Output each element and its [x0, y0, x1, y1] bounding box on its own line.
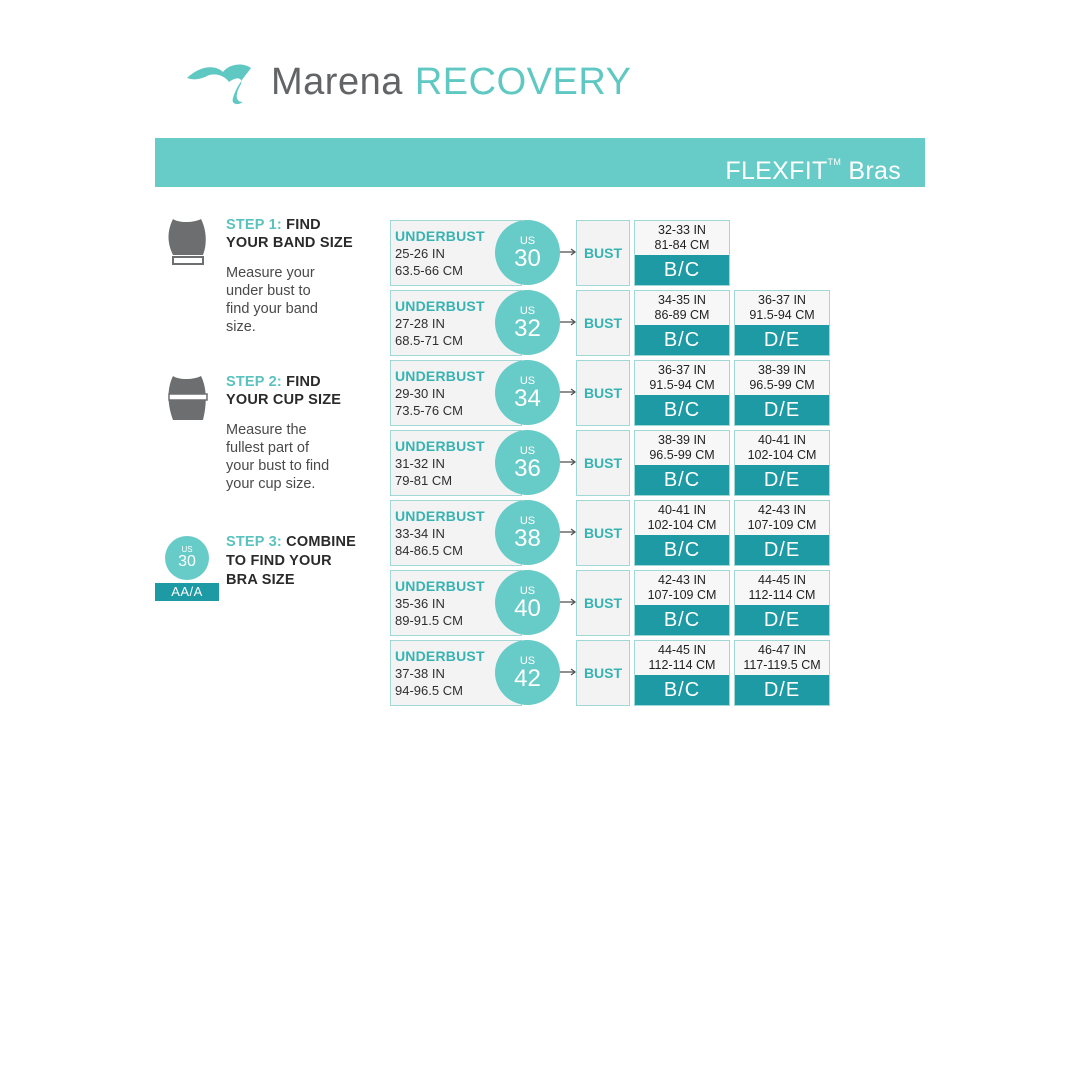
trademark-mark: TM — [827, 157, 842, 167]
cup-size-box — [634, 220, 730, 286]
arrow-right-icon — [560, 528, 577, 536]
cup-size-label: B/C — [635, 535, 729, 565]
underbust-centimeters: 63.5-66 CM — [395, 263, 463, 278]
cup-size-label: D/E — [735, 325, 829, 355]
step-1-desc-line: size. — [226, 319, 256, 335]
band-size-circle — [495, 360, 560, 425]
band-size-number: 30 — [514, 245, 541, 272]
band-size-circle — [495, 500, 560, 565]
title-banner — [155, 138, 925, 187]
cup-size-label: B/C — [635, 605, 729, 635]
step-2-desc-line: fullest part of — [226, 440, 310, 456]
size-row — [390, 220, 832, 286]
cup-size-box — [634, 500, 730, 566]
cup-size-box — [634, 430, 730, 496]
example-band-badge — [165, 536, 209, 580]
band-size-circle — [495, 220, 560, 285]
underbust-centimeters: 79-81 CM — [395, 473, 453, 488]
us-label: US — [519, 445, 536, 457]
size-row — [390, 500, 832, 566]
step-1-title-line2: YOUR BAND SIZE — [226, 235, 353, 251]
bust-inches: 34-35 IN — [658, 293, 706, 307]
cup-size-label: B/C — [635, 325, 729, 355]
step-2-title — [226, 373, 341, 409]
band-size-number: 36 — [514, 455, 541, 482]
underbust-centimeters: 73.5-76 CM — [395, 403, 463, 418]
step-2-description — [226, 421, 329, 493]
cup-size-box — [734, 500, 830, 566]
underbust-centimeters: 89-91.5 CM — [395, 613, 463, 628]
step-1-label: STEP 1: — [226, 217, 282, 233]
underbust-label: UNDERBUST — [395, 508, 485, 524]
bust-centimeters: 91.5-94 CM — [749, 308, 815, 322]
underbust-inches: 33-34 IN — [395, 526, 445, 541]
bust-inches: 46-47 IN — [758, 643, 806, 657]
cup-size-box — [634, 360, 730, 426]
band-measure-icon — [165, 217, 209, 274]
brand-logo — [185, 58, 645, 108]
brand-name — [271, 60, 631, 104]
step-1-desc-line: under bust to — [226, 283, 311, 299]
banner-title-main: FLEXFIT — [725, 157, 828, 185]
size-row — [390, 570, 832, 636]
bust-inches: 36-37 IN — [758, 293, 806, 307]
underbust-inches: 25-26 IN — [395, 246, 445, 261]
bust-centimeters: 102-104 CM — [647, 518, 717, 532]
step-3-title-line2: TO FIND YOUR — [226, 553, 332, 569]
bust-label: BUST — [583, 315, 623, 331]
banner-title-suffix: Bras — [841, 157, 901, 185]
step-2-label: STEP 2: — [226, 374, 282, 390]
cup-size-label: D/E — [735, 605, 829, 635]
bust-centimeters: 107-109 CM — [747, 518, 817, 532]
bust-inches: 42-43 IN — [758, 503, 806, 517]
band-size-number: 34 — [514, 385, 541, 412]
us-label: US — [519, 375, 536, 387]
cup-size-label: D/E — [735, 535, 829, 565]
example-us-label: US — [181, 545, 193, 554]
bust-box — [576, 220, 630, 286]
band-size-circle — [495, 570, 560, 635]
banner-title — [725, 147, 901, 186]
arrow-right-icon — [560, 668, 577, 676]
arrow-right-icon — [560, 318, 577, 326]
band-size-circle — [495, 640, 560, 705]
underbust-label: UNDERBUST — [395, 578, 485, 594]
bust-box — [576, 430, 630, 496]
band-size-circle — [495, 290, 560, 355]
bust-label: BUST — [583, 525, 623, 541]
bust-inches: 36-37 IN — [658, 363, 706, 377]
step-3-title — [226, 533, 356, 590]
underbust-inches: 37-38 IN — [395, 666, 445, 681]
underbust-label: UNDERBUST — [395, 368, 485, 384]
underbust-inches: 31-32 IN — [395, 456, 445, 471]
bust-inches: 42-43 IN — [658, 573, 706, 587]
step-2-desc-line: Measure the — [226, 422, 307, 438]
size-row — [390, 360, 832, 426]
underbust-inches: 29-30 IN — [395, 386, 445, 401]
bust-inches: 40-41 IN — [658, 503, 706, 517]
example-cup-badge: AA/A — [155, 583, 219, 601]
bust-box — [576, 360, 630, 426]
step-2-title-line2: YOUR CUP SIZE — [226, 392, 342, 408]
bust-centimeters: 96.5-99 CM — [649, 448, 715, 462]
underbust-inches: 35-36 IN — [395, 596, 445, 611]
bust-centimeters: 96.5-99 CM — [749, 378, 815, 392]
size-row — [390, 640, 832, 706]
us-label: US — [519, 235, 536, 247]
underbust-label: UNDERBUST — [395, 228, 485, 244]
bust-centimeters: 117-119.5 CM — [743, 658, 821, 672]
bust-centimeters: 102-104 CM — [747, 448, 817, 462]
bust-box — [576, 500, 630, 566]
cup-size-box — [634, 570, 730, 636]
cup-size-label: D/E — [735, 395, 829, 425]
bust-inches: 38-39 IN — [758, 363, 806, 377]
us-label: US — [519, 585, 536, 597]
underbust-label: UNDERBUST — [395, 648, 485, 664]
bust-inches: 40-41 IN — [758, 433, 806, 447]
step-2-desc-line: your cup size. — [226, 476, 316, 492]
cup-size-label: B/C — [635, 465, 729, 495]
brand-name-marena: Marena — [271, 61, 403, 103]
bust-centimeters: 81-84 CM — [654, 238, 710, 252]
bust-label: BUST — [583, 595, 623, 611]
cup-size-label: B/C — [635, 255, 729, 285]
bust-centimeters: 107-109 CM — [647, 588, 717, 602]
brand-name-recovery: RECOVERY — [414, 61, 632, 103]
cup-size-label: D/E — [735, 675, 829, 705]
arrow-right-icon — [560, 248, 577, 256]
underbust-centimeters: 94-96.5 CM — [395, 683, 463, 698]
band-size-number: 42 — [514, 665, 541, 692]
bust-centimeters: 112-114 CM — [648, 658, 716, 672]
bust-label: BUST — [583, 385, 623, 401]
us-label: US — [519, 515, 536, 527]
step-1-description — [226, 264, 318, 336]
bust-inches: 32-33 IN — [658, 223, 706, 237]
band-size-number: 38 — [514, 525, 541, 552]
cup-size-box — [634, 640, 730, 706]
cup-size-box — [634, 290, 730, 356]
step-3-title-line3: BRA SIZE — [226, 572, 295, 588]
step-3-title-rest: COMBINE — [281, 534, 357, 550]
arrow-right-icon — [560, 598, 577, 606]
bust-inches: 44-45 IN — [758, 573, 806, 587]
bust-label: BUST — [583, 455, 623, 471]
step-1-desc-line: Measure your — [226, 265, 315, 281]
arrow-right-icon — [560, 458, 577, 466]
cup-size-label: B/C — [635, 395, 729, 425]
cup-size-box — [734, 570, 830, 636]
marena-swoosh-icon — [185, 58, 267, 106]
bust-box — [576, 570, 630, 636]
underbust-label: UNDERBUST — [395, 438, 485, 454]
size-row — [390, 430, 832, 496]
us-label: US — [519, 655, 536, 667]
cup-size-box — [734, 640, 830, 706]
step-1-desc-line: find your band — [226, 301, 318, 317]
band-size-circle — [495, 430, 560, 495]
cup-size-label: D/E — [735, 465, 829, 495]
step-2-desc-line: your bust to find — [226, 458, 330, 474]
cup-size-box — [734, 430, 830, 496]
bust-centimeters: 112-114 CM — [748, 588, 816, 602]
band-size-number: 40 — [514, 595, 541, 622]
bust-inches: 44-45 IN — [658, 643, 706, 657]
step-1-title — [226, 216, 353, 252]
bust-inches: 38-39 IN — [658, 433, 706, 447]
bust-centimeters: 91.5-94 CM — [649, 378, 715, 392]
bust-label: BUST — [583, 665, 623, 681]
underbust-centimeters: 68.5-71 CM — [395, 333, 463, 348]
band-size-number: 32 — [514, 315, 541, 342]
example-band-number: 30 — [178, 553, 196, 570]
bust-centimeters: 86-89 CM — [654, 308, 710, 322]
bust-box — [576, 640, 630, 706]
us-label: US — [519, 305, 536, 317]
step-2-title-rest: FIND — [281, 374, 321, 390]
cup-size-label: B/C — [635, 675, 729, 705]
cup-measure-icon — [165, 374, 209, 431]
cup-size-box — [734, 360, 830, 426]
bust-box — [576, 290, 630, 356]
step-1-title-rest: FIND — [281, 217, 321, 233]
underbust-inches: 27-28 IN — [395, 316, 445, 331]
bust-label: BUST — [583, 245, 623, 261]
cup-size-box — [734, 290, 830, 356]
size-row — [390, 290, 832, 356]
step-3-label: STEP 3: — [226, 534, 282, 550]
arrow-right-icon — [560, 388, 577, 396]
underbust-centimeters: 84-86.5 CM — [395, 543, 463, 558]
underbust-label: UNDERBUST — [395, 298, 485, 314]
